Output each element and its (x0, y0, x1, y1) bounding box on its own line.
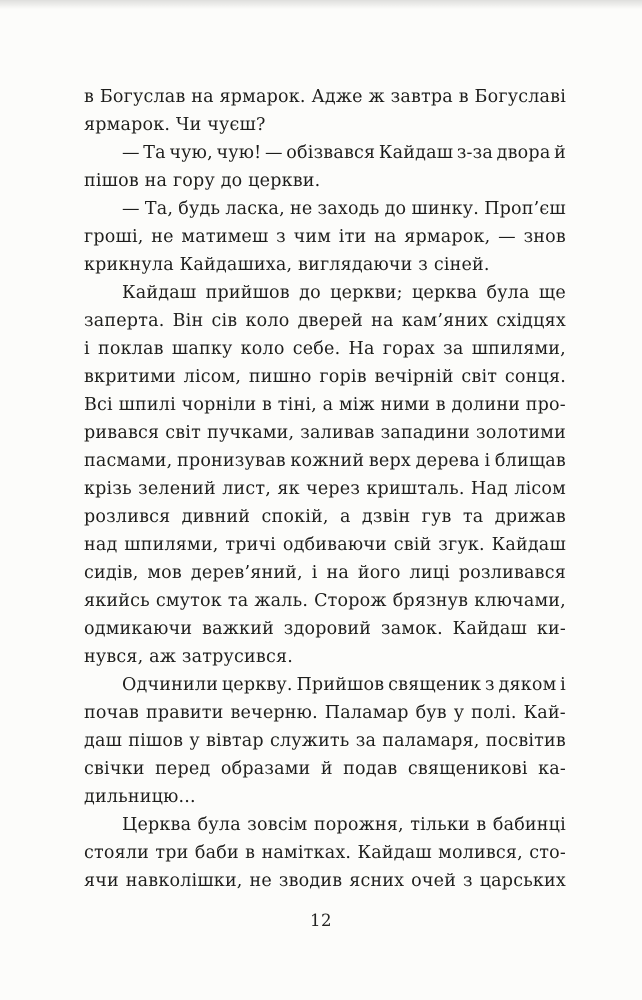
word: матимеш (181, 227, 269, 247)
word: не (151, 227, 174, 247)
word: а (322, 395, 334, 415)
word: дивний (181, 507, 251, 527)
word: церкви; (330, 283, 403, 303)
word: — (498, 227, 516, 247)
word: Проп’єш (484, 199, 566, 219)
word: Кайдаш (357, 843, 432, 863)
word: ще (538, 283, 566, 303)
word: з (463, 871, 473, 891)
word: до (299, 283, 321, 303)
word: Над (470, 479, 508, 499)
word: Всі (84, 395, 113, 415)
word: східцях (496, 311, 566, 331)
text-line (84, 419, 566, 447)
word: згук. (438, 535, 485, 555)
word: сів (211, 311, 238, 331)
word: була (486, 283, 530, 303)
word: Сторож (314, 591, 387, 611)
text-line (84, 475, 566, 503)
word: тіні, (277, 395, 317, 415)
text-line (84, 391, 566, 419)
word: і (560, 675, 566, 695)
word: тільки (410, 815, 470, 835)
word: завтра (390, 87, 453, 107)
word: кришталь. (366, 479, 465, 499)
word: сидів, (84, 563, 139, 583)
text-line (84, 531, 566, 559)
word: дрижав (494, 507, 566, 527)
text-line (84, 83, 566, 111)
word: горів (319, 367, 367, 387)
word: через (306, 479, 361, 499)
word: полі. (471, 703, 517, 723)
text-line (84, 559, 566, 587)
word: вівтар (205, 731, 264, 751)
word: розливався (458, 563, 566, 583)
word: шпилями, (124, 535, 219, 555)
word: до (384, 199, 407, 219)
word: ними (380, 395, 430, 415)
word: западини (380, 423, 471, 443)
word: дверей (297, 311, 363, 331)
word: шинку. (411, 199, 480, 219)
word: та (227, 591, 249, 611)
word: зелений (138, 479, 216, 499)
word: за (355, 731, 377, 751)
word: дяком (498, 675, 557, 695)
word: Адже (311, 87, 363, 107)
word: блищав (494, 451, 566, 471)
text-line (84, 279, 566, 307)
word: сонця. (504, 367, 566, 387)
word: якийсь (84, 591, 150, 611)
word: важкий (202, 619, 274, 639)
word: у (453, 703, 465, 723)
word: на (326, 563, 349, 583)
word: ки- (536, 619, 566, 639)
word: шпилями, (471, 339, 566, 359)
word: вечірній (374, 367, 454, 387)
word: баби (194, 843, 239, 863)
word: ка- (538, 759, 566, 779)
word: Одчинили (122, 675, 219, 695)
text-line (84, 867, 566, 895)
word: а (339, 507, 351, 527)
word: бабинці (492, 815, 566, 835)
word: пишно (248, 367, 312, 387)
word: порожня, (313, 815, 404, 835)
word: як (277, 479, 300, 499)
word: ячи (84, 871, 119, 891)
word: дзвін (361, 507, 411, 527)
word: посвітив (485, 731, 566, 751)
word: Кайдаш (122, 283, 197, 303)
word: і (84, 339, 90, 359)
word: його (357, 563, 401, 583)
word: й (320, 759, 333, 779)
word: вечерню. (230, 703, 318, 723)
word: навколішки, (125, 871, 243, 891)
word: прийшов (205, 283, 290, 303)
word: не (289, 199, 313, 219)
word: Кай- (523, 703, 566, 723)
text-line (84, 503, 566, 531)
text-line (84, 223, 566, 251)
word: лісом, (183, 367, 242, 387)
word: над (84, 535, 118, 555)
word: три (155, 843, 189, 863)
word: Кайдаш (491, 535, 566, 555)
word: світ (461, 367, 498, 387)
word: двора (496, 143, 551, 163)
text-line (84, 755, 566, 783)
word: шапку (171, 339, 233, 359)
word: ярмарок. (219, 87, 306, 107)
word: дерева (415, 451, 480, 471)
word: чую, (169, 143, 213, 163)
word: Та, (144, 199, 174, 219)
word: стояли (84, 843, 150, 863)
word: Паламар (324, 703, 409, 723)
word: церква (411, 283, 478, 303)
word: чорніли (181, 395, 257, 415)
word: — (265, 143, 283, 163)
word: ключами, (474, 591, 566, 611)
word: крізь (84, 479, 132, 499)
word: священик (388, 675, 482, 695)
word: ласка, (225, 199, 285, 219)
word: заперта. (84, 311, 165, 331)
word: та (462, 507, 484, 527)
word: в (245, 843, 256, 863)
text-line (84, 335, 566, 363)
word: була (197, 815, 241, 835)
word: жаль. (254, 591, 309, 611)
word: кам’яних (401, 311, 489, 331)
word: очей (411, 871, 457, 891)
word: зовсім (247, 815, 308, 835)
page-number: 12 (310, 911, 332, 930)
word: з (485, 675, 495, 695)
word: долини (451, 395, 521, 415)
text-line (84, 839, 566, 867)
word: горах (382, 339, 435, 359)
word: На (348, 339, 375, 359)
text-line (84, 195, 566, 223)
word: і (484, 451, 491, 471)
word: намітках. (261, 843, 352, 863)
text-line (84, 307, 566, 335)
word: світ (165, 423, 201, 443)
word: на (191, 87, 214, 107)
word: одбиваючи (282, 535, 387, 555)
text-line (84, 363, 566, 391)
word: церкву. (221, 675, 293, 695)
word: Та (143, 143, 166, 163)
word: іти (338, 227, 367, 247)
word: ярмарок, (404, 227, 491, 247)
word: вкритими (84, 367, 176, 387)
word: ривався (84, 423, 160, 443)
word: зводив (278, 871, 343, 891)
word: правити (145, 703, 224, 723)
word: про- (525, 395, 566, 415)
word: здоровий (283, 619, 372, 639)
word: гув (421, 507, 452, 527)
word: на (374, 227, 397, 247)
word: обізвався (286, 143, 376, 163)
word: Кайдаш (378, 143, 454, 163)
word: заходь (317, 199, 380, 219)
text-line: ярмарок. Чи чуєш? (84, 115, 266, 135)
text-line: нувся, аж затрусився. (84, 647, 293, 667)
text-line (84, 727, 566, 755)
word: з (276, 227, 286, 247)
word: Богуслав (99, 87, 186, 107)
word: подав (343, 759, 398, 779)
word: ж (368, 87, 385, 107)
word: Прийшов (296, 675, 385, 695)
word: шпилі (118, 395, 176, 415)
word: тричі (225, 535, 277, 555)
word: був (415, 703, 447, 723)
word: — (122, 199, 140, 219)
word: пучками, (206, 423, 295, 443)
word: паламаря, (382, 731, 480, 751)
word: чую! (216, 143, 262, 163)
page-top-edge (0, 0, 642, 9)
word: за (443, 339, 464, 359)
word: заливав (300, 423, 375, 443)
word: замок. (381, 619, 443, 639)
text-line (84, 671, 566, 699)
text-line: крикнула Кайдашиха, виглядаючи з сіней. (84, 255, 490, 275)
word: перед (155, 759, 211, 779)
word: коло (240, 339, 285, 359)
word: знов (523, 227, 566, 247)
word: пішов (128, 731, 184, 751)
word: в (435, 395, 446, 415)
word: кожний (290, 451, 365, 471)
text-line (84, 139, 566, 167)
word: з-за (456, 143, 494, 163)
word: мов (147, 563, 182, 583)
text-line (84, 811, 566, 839)
word: одмикаючи (84, 619, 193, 639)
text-line: дильницю... (84, 787, 196, 807)
word: лісом (514, 479, 566, 499)
word: будь (178, 199, 221, 219)
word: служить (269, 731, 350, 751)
word: Він (172, 311, 204, 331)
word: в (458, 87, 469, 107)
word: пасмами, (84, 451, 173, 471)
word: спокій, (261, 507, 329, 527)
word: лиці (409, 563, 450, 583)
word: образами (220, 759, 311, 779)
word: між (338, 395, 375, 415)
word: золотими (476, 423, 566, 443)
word: лист, (222, 479, 272, 499)
word: в (262, 395, 273, 415)
word: пронизував (177, 451, 286, 471)
word: молився, (438, 843, 523, 863)
word: не (249, 871, 272, 891)
text-line: пішов на гору до церкви. (84, 171, 321, 191)
word: поклав (97, 339, 164, 359)
word: Богуславі (474, 87, 566, 107)
word: розлився (84, 507, 171, 527)
word: дерев’яний, (190, 563, 303, 583)
text-line (84, 615, 566, 643)
word: сто- (529, 843, 566, 863)
word: брязнув (392, 591, 469, 611)
word: — (122, 143, 140, 163)
word: свій (393, 535, 432, 555)
word: верх (368, 451, 411, 471)
word: на (371, 311, 394, 331)
word: в (476, 815, 487, 835)
word: почав (84, 703, 140, 723)
text-line (84, 699, 566, 727)
text-line (84, 587, 566, 615)
word: Церква (122, 815, 192, 835)
page-text (84, 83, 566, 895)
word: свічки (84, 759, 145, 779)
word: царських (479, 871, 566, 891)
word: ясних (349, 871, 405, 891)
word: в (84, 87, 95, 107)
word: священикові (407, 759, 528, 779)
word: і (311, 563, 318, 583)
word: у (189, 731, 200, 751)
word: гроші, (84, 227, 144, 247)
text-line (84, 447, 566, 475)
word: коло (245, 311, 290, 331)
word: смуток (155, 591, 222, 611)
word: чим (293, 227, 332, 247)
word: себе. (292, 339, 341, 359)
word: даш (84, 731, 123, 751)
word: Кайдаш (452, 619, 527, 639)
word: й (554, 143, 566, 163)
